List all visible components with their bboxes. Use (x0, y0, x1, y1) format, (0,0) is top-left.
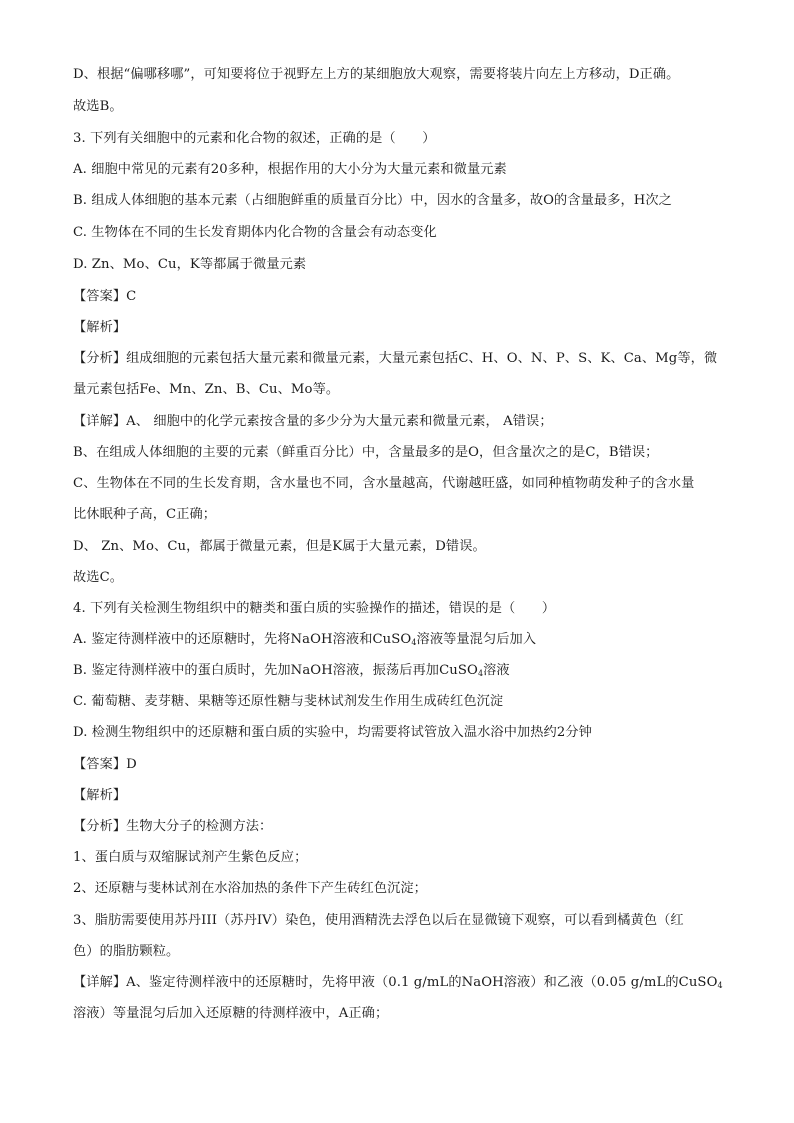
text-line: C、生物体在不同的生长发育期，含水量也不同，含水量越高，代谢越旺盛，如同种植物萌发种子的含水量 (73, 476, 695, 491)
text-line: 【分析】组成细胞的元素包括大量元素和微量元素，大量元素包括C、H、O、N、P、S、K、Ca、Mg等，微 (73, 351, 718, 366)
analysis-label: 【解析】 (73, 320, 127, 335)
text-line: D、根据“偏哪移哪”，可知要将位于视野左上方的某细胞放大观察，需要将装片向左上方移动，D正确。 (73, 67, 680, 82)
text-line: D、 Zn、Mo、Cu，都属于微量元素，但是K属于大量元素，D错误。 (73, 539, 486, 554)
text-line: 色）的脂肪颗粒。 (73, 944, 180, 959)
text-line: 溶液）等量混匀后加入还原糖的待测样液中，A正确； (73, 1006, 389, 1021)
text-line: 故选B。 (73, 99, 123, 114)
text-line: B、在组成人体细胞的主要的元素（鲜重百分比）中，含量最多的是O，但含量次之的是C，B错误； (73, 445, 659, 460)
text-line: 【详解】A、 细胞中的化学元素按含量的多少分为大量元素和微量元素， A错误； (73, 414, 553, 429)
text-line: 量元素包括Fe、Mn、Zn、B、Cu、Mo等。 (73, 382, 340, 397)
question-3-option-d: D. Zn、Mo、Cu，K等都属于微量元素 (73, 257, 307, 272)
question-4-option-d: D. 检测生物组织中的还原糖和蛋白质的实验中，均需要将试管放入温水浴中加热约2分钟 (73, 725, 592, 740)
question-4-stem: 4. 下列有关检测生物组织中的糖类和蛋白质的实验操作的描述，错误的是（ ） (73, 601, 556, 616)
question-3-stem: 3. 下列有关细胞中的元素和化合物的叙述，正确的是（ ） (73, 131, 436, 146)
question-3-option-c: C. 生物体在不同的生长发育期体内化合物的含量会有动态变化 (73, 225, 437, 240)
text-line: 【分析】生物大分子的检测方法： (73, 819, 273, 834)
answer-label: 【答案】D (73, 757, 137, 772)
text-line: 1、蛋白质与双缩脲试剂产生紫色反应； (73, 850, 308, 865)
question-3-option-a: A. 细胞中常见的元素有20多种，根据作用的大小分为大量元素和微量元素 (73, 162, 507, 177)
question-4-option-a: A. 鉴定待测样液中的还原糖时，先将NaOH溶液和CuSO$_4$溶液等量混匀后加入 (73, 632, 537, 647)
analysis-label: 【解析】 (73, 788, 127, 803)
question-3-option-b: B. 组成人体细胞的基本元素（占细胞鲜重的质量百分比）中，因水的含量多，故O的含量最多，H次之 (73, 193, 672, 208)
answer-label: 【答案】C (73, 289, 137, 304)
text-line: 2、还原糖与斐林试剂在水浴加热的条件下产生砖红色沉淀； (73, 881, 427, 896)
text-line: 3、脂肪需要使用苏丹III（苏丹IV）染色，使用酒精洗去浮色以后在显微镜下观察，可以看到橘黄色（红 (73, 913, 684, 928)
text-line: 故选C。 (73, 570, 124, 585)
text-line: 比休眠种子高，C正确； (73, 507, 217, 522)
text-line: 【详解】A、鉴定待测样液中的还原糖时，先将甲液（0.1 g/mL的NaOH溶液）和乙液（0.05 g/mL的CuSO$_4$ (73, 975, 723, 990)
question-4-option-b: B. 鉴定待测样液中的蛋白质时，先加NaOH溶液，振荡后再加CuSO$_4$溶液 (73, 663, 510, 678)
question-4-option-c: C. 葡萄糖、麦芽糖、果糖等还原性糖与斐林试剂发生作用生成砖红色沉淀 (73, 694, 504, 709)
